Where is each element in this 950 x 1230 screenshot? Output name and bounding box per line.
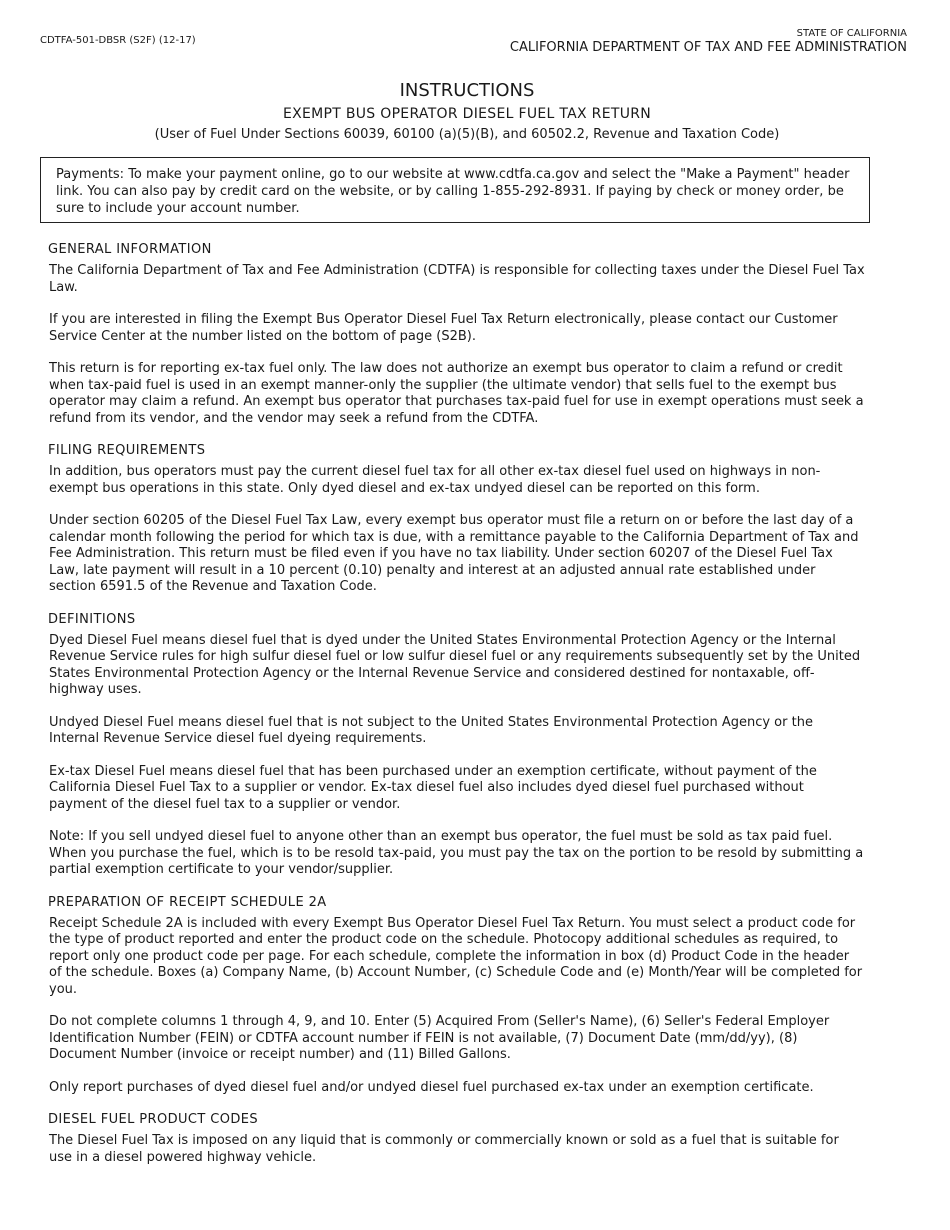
paragraph: In addition, bus operators must pay the current diesel fuel tax for all other ex-tax diesel fuel used on highways in non-exempt bus operations in this state. Only dyed diesel and ex-tax undyed diesel can be reported on this form.: [49, 464, 821, 496]
paragraph: Undyed Diesel Fuel means diesel fuel that is not subject to the United States Environmental Protection Agency or the Internal Revenue Service diesel fuel dyeing requirements.: [49, 714, 813, 746]
paragraph: This return is for reporting ex-tax fuel only. The law does not authorize an exempt bus operator to claim a refund or credit when tax-paid fuel is used in an exempt manner-only the supplier (the ultimate vendor) that sells fuel to the exempt bus operator may claim a refund. An exempt bus operator that purchases tax-paid fuel for use in exempt operations must seek a refund from its vendor, and the vendor may seek a refund from the CDTFA.: [49, 361, 864, 426]
payment-notice-box: Payments: To make your payment online, go to our website at www.cdtfa.ca.gov and select the "Make a Payment" header link. You can also pay by credit card on the website, or by calling 1-855-292-8931. If paying by check or money order, be sure to include your account number.: [40, 157, 870, 223]
section-diesel-fuel-product-codes: [49, 1111, 865, 1166]
state-label: STATE OF CALIFORNIA: [796, 28, 907, 39]
page-subtitle: EXEMPT BUS OPERATOR DIESEL FUEL TAX RETURN: [282, 106, 652, 122]
section-general-information: [49, 241, 865, 427]
page-subnote: (User of Fuel Under Sections 60039, 60100 (a)(5)(B), and 60502.2, Revenue and Taxation Code): [154, 127, 780, 142]
section-heading: DEFINITIONS: [48, 611, 136, 627]
page-title: INSTRUCTIONS: [399, 80, 535, 101]
paragraph: The Diesel Fuel Tax is imposed on any liquid that is commonly or commercially known or sold as a fuel that is suitable for use in a diesel powered highway vehicle.: [49, 1133, 839, 1165]
section-heading: FILING REQUIREMENTS: [48, 443, 206, 458]
paragraph: The California Department of Tax and Fee Administration (CDTFA) is responsible for collecting taxes under the Diesel Fuel Tax Law.: [49, 263, 865, 295]
paragraph: Receipt Schedule 2A is included with every Exempt Bus Operator Diesel Fuel Tax Return. You must select a product code for the type of product reported and enter the product code on the schedule. Photocopy additional schedules as required, to report only one product code per page. For each schedule, complete the information in box (d) Product Code in the header of the schedule. Boxes (a) Company Name, (b) Account Number, (c) Schedule Code and (e) Month/Year will be completed for you.: [49, 915, 863, 997]
form-id: CDTFA-501-DBSR (S2F) (12-17): [40, 35, 196, 46]
section-heading: GENERAL INFORMATION: [48, 242, 212, 257]
section-heading: DIESEL FUEL PRODUCT CODES: [48, 1112, 259, 1127]
paragraph: Do not complete columns 1 through 4, 9, and 10. Enter (5) Acquired From (Seller's Name), (6) Seller's Federal Employer Identification Number (FEIN) or CDTFA account number if FEIN is not available, (7) Document Date (mm/dd/yy), (8) Document Number (invoice or receipt number) and (11) Billed Gallons.: [49, 1014, 830, 1062]
instructions-body: [49, 241, 865, 1181]
paragraph: Ex-tax Diesel Fuel means diesel fuel that has been purchased under an exemption certificate, without payment of the California Diesel Fuel Tax to a supplier or vendor. Ex-tax diesel fuel also includes dyed diesel fuel purchased without payment of the diesel fuel tax to a supplier or vendor.: [49, 763, 817, 812]
paragraph: If you are interested in filing the Exempt Bus Operator Diesel Fuel Tax Return electronically, please contact our Customer Service Center at the number listed on the bottom of page (S2B).: [49, 312, 838, 344]
paragraph: Dyed Diesel Fuel means diesel fuel that is dyed under the United States Environmental Protection Agency or the Internal Revenue Service rules for high sulfur diesel fuel or low sulfur diesel fuel or any requirements subsequently set by the United States Environmental Protection Agency or the Internal Revenue Service and considered destined for nontaxable, off-highway uses.: [49, 632, 861, 697]
section-heading: PREPARATION OF RECEIPT SCHEDULE 2A: [48, 894, 327, 910]
section-definitions: [49, 611, 865, 879]
paragraph: Note: If you sell undyed diesel fuel to anyone other than an exempt bus operator, the fuel must be sold as tax paid fuel. When you purchase the fuel, which is to be resold tax-paid, you must pay the tax on the portion to be resold by submitting a partial exemption certificate to your vendor/supplier.: [49, 829, 864, 877]
paragraph: Under section 60205 of the Diesel Fuel Tax Law, every exempt bus operator must file a return on or before the last day of a calendar month following the period for which tax is due, with a remittance payable to the California Department of Tax and Fee Administration. This return must be filed even if you have no tax liability. Under section 60207 of the Diesel Fuel Tax Law, late payment will result in a 10 percent (0.10) penalty and interest at an adjusted annual rate established under section 6591.5 of the Revenue and Taxation Code.: [49, 513, 859, 594]
department-name: CALIFORNIA DEPARTMENT OF TAX AND FEE ADMINISTRATION: [509, 40, 907, 55]
section-filing-requirements: [49, 442, 865, 596]
paragraph: Only report purchases of dyed diesel fuel and/or undyed diesel fuel purchased ex-tax under an exemption certificate.: [49, 1079, 814, 1095]
section-preparation-receipt-schedule: [49, 894, 865, 1097]
